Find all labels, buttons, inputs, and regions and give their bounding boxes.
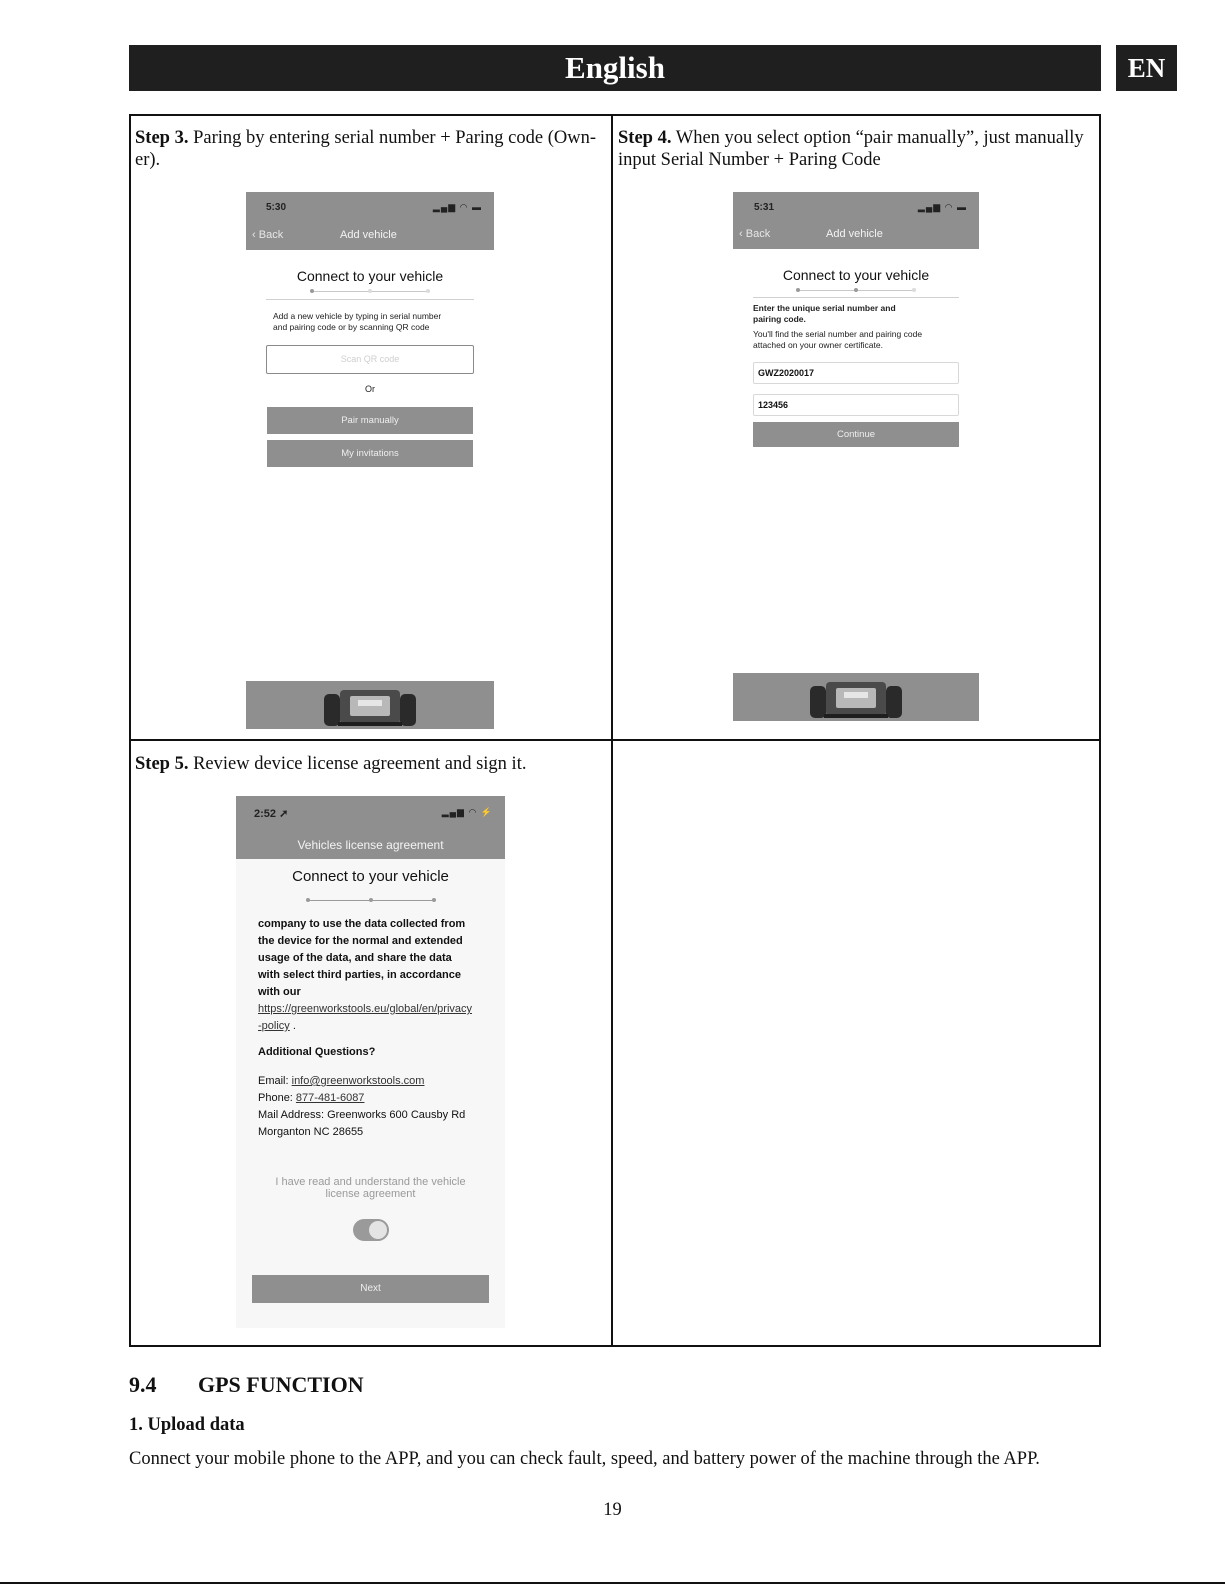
email-label: Email: (258, 1075, 292, 1087)
section-number: 9.4 (129, 1372, 157, 1397)
status-icons: ▂▄▆ ◠ ▬ (917, 202, 967, 212)
back-button[interactable] (252, 229, 283, 241)
step4-text: When you select option “pair manually”, just manually (675, 128, 1084, 148)
step5-caption (135, 753, 605, 775)
agreement-toggle[interactable] (353, 1219, 389, 1241)
phone-link[interactable]: 877-481-6087 (295, 1092, 365, 1104)
serial-number-input[interactable]: GWZ2020017 (753, 362, 959, 384)
toggle-knob (369, 1221, 387, 1239)
scan-qr-button[interactable]: Scan QR code (266, 345, 474, 374)
step5-phone-screen (236, 796, 505, 1328)
divider (266, 299, 474, 300)
instr-line: Enter the unique serial number and (753, 303, 896, 313)
agree-line: I have read and understand the vehicle (275, 1176, 466, 1188)
step5-app-header (236, 796, 505, 859)
mail-address-line: Morganton NC 28655 (258, 1126, 364, 1138)
step5-text: Review device license agreement and sign it. (193, 754, 527, 774)
my-invitations-button[interactable]: My invitations (267, 440, 473, 467)
email-link[interactable]: info@greenworkstools.com (291, 1075, 425, 1087)
progress-dot-active (310, 289, 314, 293)
progress-dot-active (306, 898, 310, 902)
agreement-checkbox-label (236, 1176, 505, 1200)
table-divider-vertical (611, 114, 613, 1347)
mower-banner (246, 681, 494, 729)
connect-heading: Connect to your vehicle (292, 868, 449, 885)
mower-banner (733, 673, 979, 721)
subsection-title: 1. Upload data (129, 1415, 245, 1435)
mower-image-icon (322, 684, 418, 729)
page-bottom-rule (0, 1582, 1225, 1584)
table-divider-horizontal (129, 739, 1101, 741)
status-icons: ▂▄▆ ◠ ▬ (432, 202, 482, 212)
mower-image-icon (808, 676, 904, 721)
step3-label: Step 3. (135, 128, 189, 148)
privacy-policy-link-cont[interactable]: -policy (258, 1020, 290, 1032)
step4-caption (618, 127, 1096, 171)
progress-dot (368, 289, 372, 293)
next-button[interactable]: Next (252, 1275, 489, 1303)
add-vehicle-description (273, 311, 441, 333)
privacy-policy-link[interactable]: https://greenworkstools.eu/global/en/privacy (258, 1003, 473, 1015)
header-title: English (565, 50, 665, 85)
progress-dot-active (854, 288, 858, 292)
pairing-code-input[interactable]: 123456 (753, 394, 959, 416)
link-suffix: . (289, 1020, 296, 1032)
serial-instructions (753, 303, 896, 325)
progress-dot-active (432, 898, 436, 902)
note-line: attached on your owner certificate. (753, 340, 883, 350)
step4-label: Step 4. (618, 128, 672, 148)
pair-manually-button[interactable]: Pair manually (267, 407, 473, 434)
step3-phone-screen (246, 192, 494, 729)
step4-text2: input Serial Number + Paring Code (618, 150, 881, 170)
step4-phone-screen (733, 192, 979, 721)
connect-heading: Connect to your vehicle (296, 268, 444, 284)
section-body: Connect your mobile phone to the APP, and you can check fault, speed, and battery power of the machine through the APP. (129, 1449, 1040, 1469)
license-line: with select third parties, in accordance (258, 969, 461, 981)
privacy-link-block (258, 1001, 472, 1035)
chevron-left-icon: ‹ (739, 228, 743, 240)
serial-note (753, 329, 922, 351)
progress-dot-active (796, 288, 800, 292)
status-time: 2:52 ➚ (254, 808, 289, 820)
step3-text: Paring by entering serial number + Paring code (Own- (193, 128, 597, 148)
back-button[interactable] (739, 228, 770, 240)
or-label: Or (365, 384, 375, 394)
agree-line: license agreement (325, 1188, 416, 1200)
phone-label: Phone: (258, 1092, 296, 1104)
status-time: 5:31 (754, 202, 775, 213)
status-icons: ▂▄▆ ◠ ⚡ (441, 807, 493, 817)
connect-heading: Connect to your vehicle (782, 267, 930, 283)
step4-app-header (733, 192, 979, 249)
additional-questions-heading: Additional Questions? (258, 1046, 376, 1058)
progress-dot-active (369, 898, 373, 902)
license-text (258, 916, 465, 1001)
screen-title: Add vehicle (826, 228, 883, 240)
license-line: usage of the data, and share the data (258, 952, 452, 964)
back-label: Back (745, 228, 771, 240)
step3-app-header (246, 192, 494, 250)
license-line: the device for the normal and extended (258, 935, 463, 947)
divider (753, 297, 959, 298)
contact-info (258, 1073, 465, 1141)
license-line: company to use the data collected from (258, 918, 466, 930)
step3-caption (135, 127, 605, 171)
back-label: Back (258, 229, 284, 241)
note-line: You'll find the serial number and pairing code (753, 329, 923, 339)
progress-dot (912, 288, 916, 292)
chevron-left-icon: ‹ (252, 229, 256, 241)
status-time: 5:30 (266, 202, 287, 213)
step3-text2: er). (135, 150, 161, 170)
language-badge: EN (1116, 45, 1177, 91)
continue-button[interactable]: Continue (753, 422, 959, 447)
desc-line: and pairing code or by scanning QR code (273, 322, 430, 332)
mail-address-line: Mail Address: Greenworks 600 Causby Rd (258, 1109, 466, 1121)
instr-line: pairing code. (753, 314, 806, 324)
screen-title: Vehicles license agreement (297, 838, 444, 852)
screen-title: Add vehicle (340, 229, 397, 241)
license-line: with our (258, 986, 301, 998)
page-number: 19 (603, 1500, 622, 1520)
desc-line: Add a new vehicle by typing in serial number (273, 311, 442, 321)
section-title: GPS FUNCTION (198, 1372, 364, 1397)
step5-label: Step 5. (135, 754, 189, 774)
progress-dot (426, 289, 430, 293)
language-header (129, 45, 1101, 91)
